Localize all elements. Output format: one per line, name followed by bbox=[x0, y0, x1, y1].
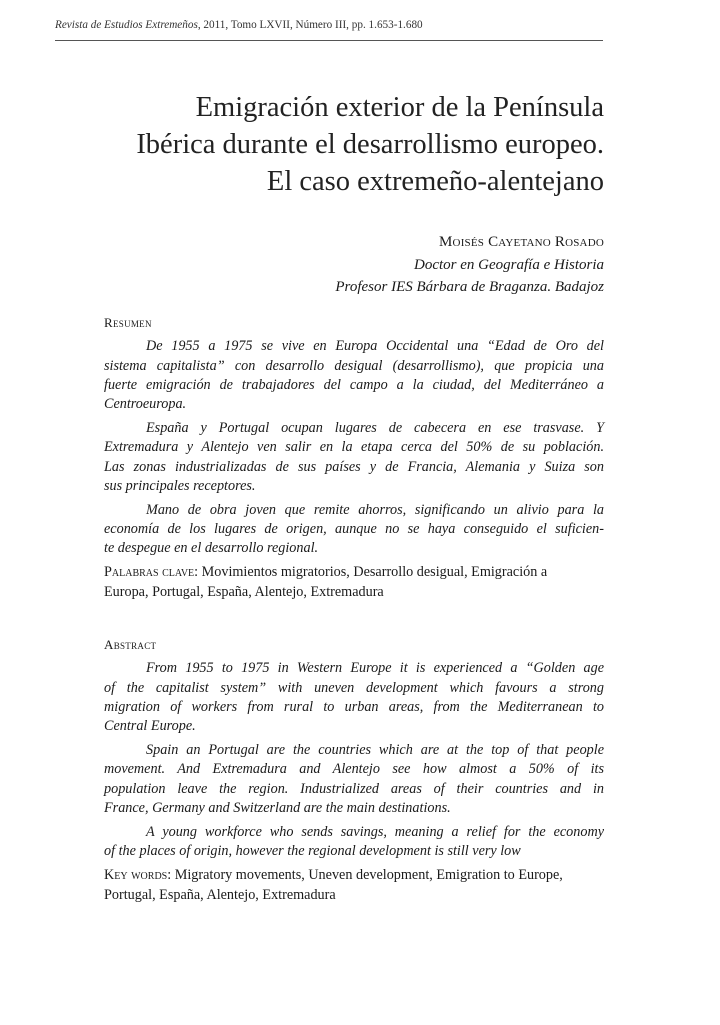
author-degree: Doctor en Geografía e Historia bbox=[414, 256, 604, 273]
text-line: of the capitalist system” with uneven development which favours a strong bbox=[104, 679, 604, 696]
resumen-heading: Resumen bbox=[104, 315, 152, 330]
resumen-paragraph bbox=[104, 337, 604, 414]
text-line: Centroeuropa. bbox=[104, 396, 187, 413]
header-divider bbox=[55, 40, 603, 41]
resumen-paragraph bbox=[104, 501, 604, 559]
text-line: te despegue en el desarrollo regional. bbox=[104, 540, 319, 557]
abstract-heading: Abstract bbox=[104, 637, 157, 652]
text-line: sistema capitalista” con desarrollo desigual (desarrollismo), que propicia una bbox=[104, 357, 604, 374]
title-line-1: Emigración exterior de la Península bbox=[195, 92, 604, 123]
text-line: Las zonas industrializadas de sus países y de Francia, Alemania y Suiza son bbox=[104, 458, 604, 475]
abstract-section bbox=[104, 635, 604, 905]
author-affiliation: Profesor IES Bárbara de Braganza. Badajoz bbox=[335, 279, 604, 296]
resumen-keywords bbox=[104, 563, 604, 603]
text-line: migration of workers from rural to urban areas, from the Mediterranean to bbox=[104, 698, 604, 715]
text-line: of the places of origin, however the regional development is still very low bbox=[104, 842, 521, 859]
author-name: Moisés Cayetano Rosado bbox=[439, 234, 604, 250]
text-line: Extremadura y Alentejo ven salir en la etapa cerca del 50% de su población. bbox=[104, 439, 604, 456]
text-line: movement. And Extremadura and Alentejo see how almost a 50% of its bbox=[104, 761, 604, 778]
text-line: From 1955 to 1975 in Western Europe it is experienced a “Golden age bbox=[146, 660, 604, 677]
keywords-text: : Migratory movements, Uneven development, Emigration to Europe, bbox=[167, 866, 563, 883]
abstract-paragraph bbox=[104, 659, 604, 736]
abstract-keywords bbox=[104, 866, 604, 906]
author-block bbox=[200, 231, 604, 299]
title-line-3: El caso extremeño-alentejano bbox=[266, 166, 604, 197]
text-line: sus principales receptores. bbox=[104, 477, 256, 494]
text-line: Mano de obra joven que remite ahorros, significando un alivio para la bbox=[146, 501, 604, 518]
resumen-section bbox=[104, 313, 604, 603]
text-line: De 1955 a 1975 se vive en Europa Occidental una “Edad de Oro del bbox=[146, 338, 604, 355]
text-line: Central Europe. bbox=[104, 718, 196, 735]
text-line: France, Germany and Switzerland are the main destinations. bbox=[104, 799, 451, 816]
keywords-text: Portugal, España, Alentejo, Extremadura bbox=[104, 886, 336, 903]
keywords-text: : Movimientos migratorios, Desarrollo desigual, Emigración a bbox=[194, 564, 548, 581]
text-line: Spain an Portugal are the countries which are at the top of that people bbox=[146, 741, 604, 758]
keywords-label: Palabras clave bbox=[104, 564, 195, 581]
text-line: España y Portugal ocupan lugares de cabecera en ese trasvase. Y bbox=[146, 419, 604, 436]
keywords-label: Key words bbox=[104, 866, 168, 883]
text-line: A young workforce who sends savings, meaning a relief for the economy bbox=[146, 823, 604, 840]
journal-citation: , 2011, Tomo LXVII, Número III, pp. 1.653-1.680 bbox=[197, 19, 423, 31]
text-line: fuerte emigración de trabajadores del campo a la ciudad, del Mediterráneo a bbox=[104, 376, 604, 393]
article-title bbox=[60, 89, 604, 200]
keywords-text: Europa, Portugal, España, Alentejo, Extremadura bbox=[104, 583, 384, 600]
title-line-2: Ibérica durante el desarrollismo europeo. bbox=[136, 129, 604, 160]
abstract-paragraph bbox=[104, 823, 604, 862]
resumen-paragraph bbox=[104, 419, 604, 496]
running-header bbox=[55, 19, 603, 31]
text-line: economía de los lugares de origen, aunque no se haya conseguido el suficien- bbox=[104, 520, 604, 537]
journal-name: Revista de Estudios Extremeños bbox=[55, 19, 198, 31]
abstract-paragraph bbox=[104, 741, 604, 818]
text-line: population leave the region. Industrialized areas of their countries and in bbox=[104, 780, 604, 797]
